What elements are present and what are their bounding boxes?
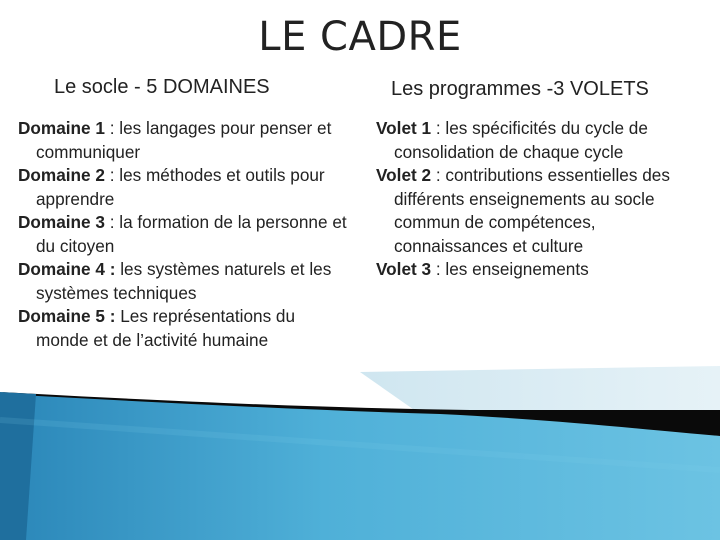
item-text: les systèmes naturels et les systèmes techniques bbox=[36, 259, 332, 303]
item-text: Les représentations du monde et de l’activité humaine bbox=[36, 306, 296, 350]
item-text: : les langages pour penser et communiquer bbox=[36, 118, 332, 162]
item-label: Volet 1 bbox=[376, 118, 432, 138]
list-item bbox=[376, 258, 706, 282]
item-label: Domaine 4 : bbox=[18, 259, 116, 279]
list-item bbox=[18, 211, 348, 258]
list-item bbox=[18, 164, 348, 211]
volets-list bbox=[376, 117, 706, 282]
item-text: : la formation de la personne et du citoyen bbox=[36, 212, 347, 256]
item-label: Domaine 3 bbox=[18, 212, 110, 232]
left-column-heading: Le socle - 5 DOMAINES bbox=[54, 76, 270, 98]
item-label: Domaine 5 : bbox=[18, 306, 116, 326]
right-column-heading: Les programmes -3 VOLETS bbox=[391, 78, 649, 100]
item-text: : les enseignements bbox=[435, 259, 589, 279]
item-text: : contributions essentielles des différents enseignements au socle commun de compétences, connaissances et culture bbox=[394, 165, 670, 256]
domains-list bbox=[18, 117, 348, 352]
list-item bbox=[18, 258, 348, 305]
item-label: Domaine 1 bbox=[18, 118, 110, 138]
item-text: : les spécificités du cycle de consolidation de chaque cycle bbox=[394, 118, 648, 162]
list-item bbox=[376, 164, 706, 258]
list-item bbox=[18, 117, 348, 164]
item-label: Volet 2 bbox=[376, 165, 436, 185]
list-item bbox=[18, 305, 348, 352]
pale-band bbox=[360, 366, 720, 414]
item-label: Domaine 2 bbox=[18, 165, 105, 185]
item-text: : les méthodes et outils pour apprendre bbox=[36, 165, 325, 209]
page-title: LE CADRE bbox=[258, 14, 462, 60]
item-label: Volet 3 bbox=[376, 259, 436, 279]
list-item bbox=[376, 117, 706, 164]
